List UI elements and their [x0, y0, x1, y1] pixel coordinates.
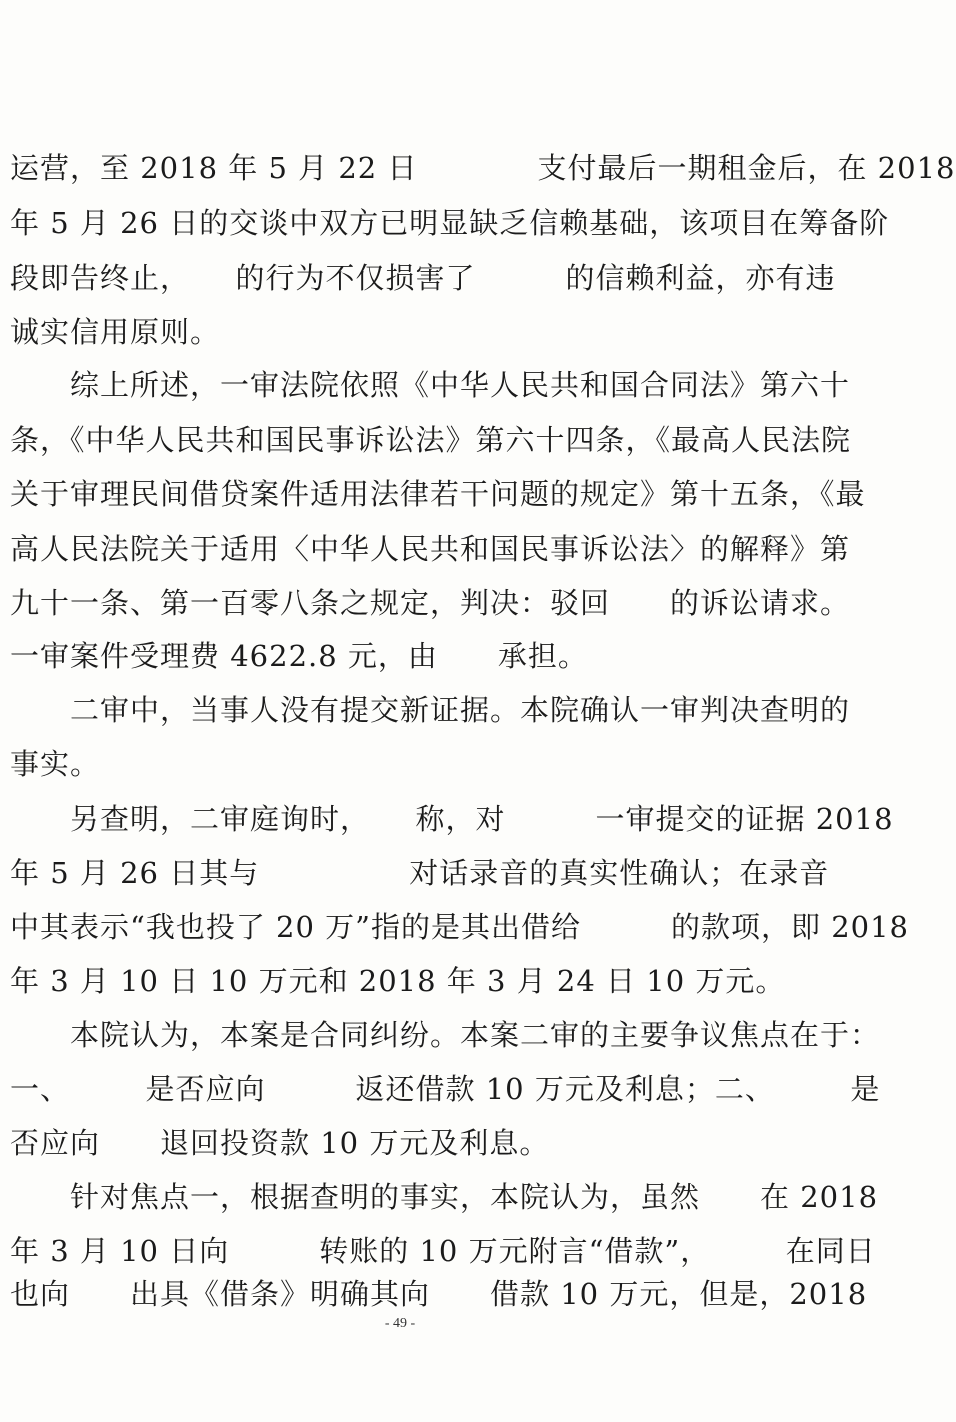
text-line: 事实。 [10, 747, 101, 781]
text-line: 运营，至 2018 年 5 月 22 日 支付最后一期租金后，在 2018 [10, 151, 956, 185]
text-line: 否应向 退回投资款 10 万元及利息。 [10, 1126, 550, 1160]
text-line: 段即告终止， 的行为不仅损害了 的信赖利益，亦有违 [10, 261, 836, 295]
text-line: 关于审理民间借贷案件适用法律若干问题的规定》第十五条，《最 [10, 477, 866, 511]
text-line: 年 3 月 10 日 10 万元和 2018 年 3 月 24 日 10 万元。 [10, 964, 786, 998]
text-line: 一、 是否应向 返还借款 10 万元及利息；二、 是 [10, 1072, 881, 1106]
text-line: 九十一条、第一百零八条之规定，判决：驳回 的诉讼请求。 [10, 586, 851, 620]
text-line: 年 3 月 10 日向 转账的 10 万元附言“借款”， 在同日 [10, 1234, 876, 1268]
text-line: 诚实信用原则。 [10, 315, 221, 349]
text-line: 中其表示“我也投了 20 万”指的是其出借给 的款项，即 2018 [10, 910, 910, 944]
text-line: 年 5 月 26 日的交谈中双方已明显缺乏信赖基础，该项目在筹备阶 [10, 206, 890, 240]
text-line: 二审中，当事人没有提交新证据。本院确认一审判决查明的 [70, 693, 851, 727]
text-line: 年 5 月 26 日其与 对话录音的真实性确认；在录音 [10, 856, 830, 890]
text-line: 另查明，二审庭询时， 称，对 一审提交的证据 2018 [70, 802, 894, 836]
text-line: 本院认为，本案是合同纠纷。本案二审的主要争议焦点在于： [70, 1018, 881, 1052]
text-line: 综上所述，一审法院依照《中华人民共和国合同法》第六十 [70, 368, 851, 402]
text-line: 针对焦点一，根据查明的事实，本院认为，虽然 在 2018 [70, 1180, 879, 1214]
text-line: 条，《中华人民共和国民事诉讼法》第六十四条，《最高人民法院 [10, 423, 852, 457]
text-line: 高人民法院关于适用〈中华人民共和国民事诉讼法〉的解释》第 [10, 532, 851, 566]
page-number: - 49 - [384, 1316, 416, 1331]
text-line: 也向 出具《借条》明确其向 借款 10 万元，但是，2018 [10, 1277, 868, 1311]
text-line: 一审案件受理费 4622.8 元，由 承担。 [10, 639, 588, 673]
